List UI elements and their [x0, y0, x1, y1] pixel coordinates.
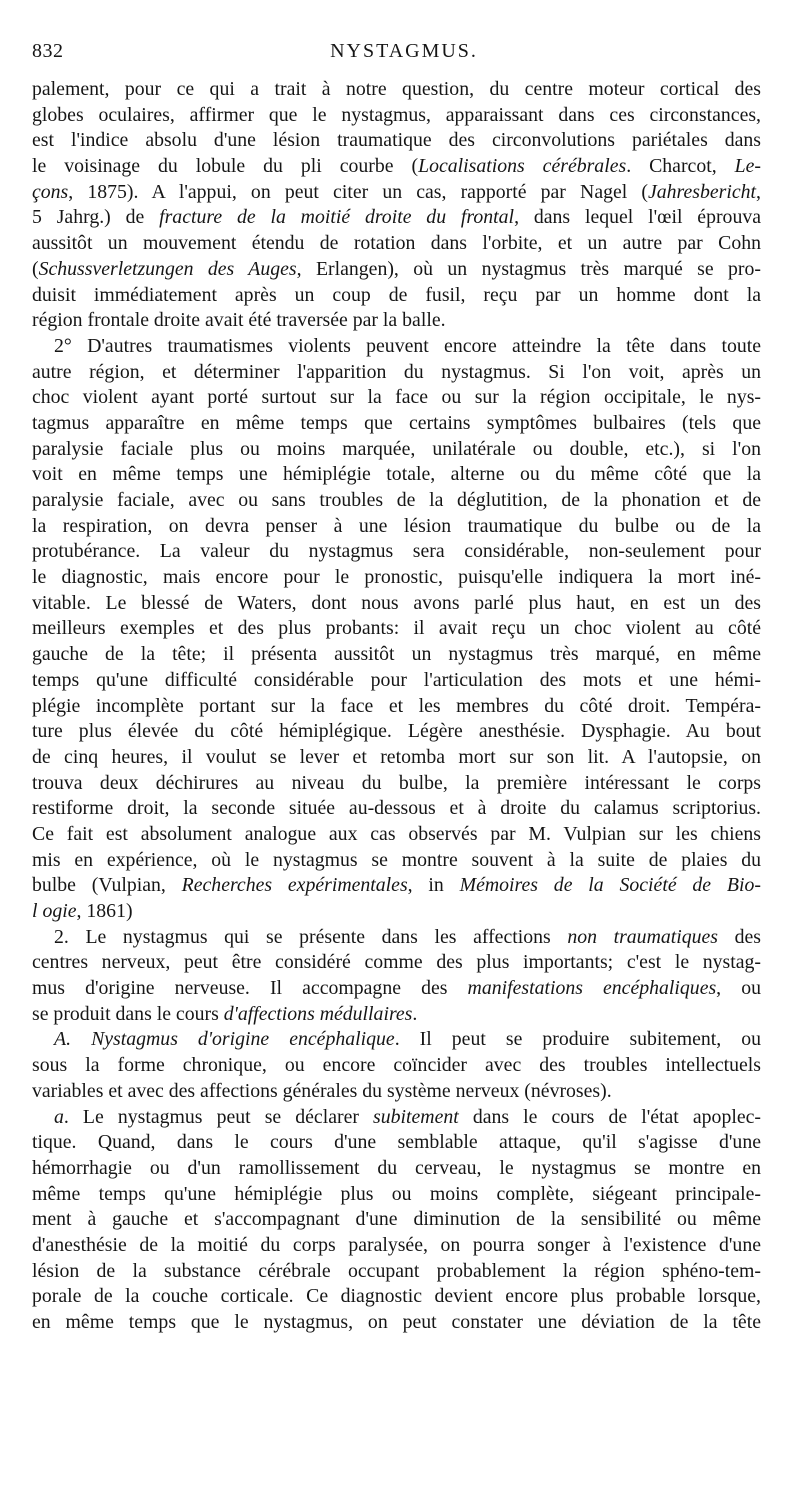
- text-run: le diagnostic, mais encore pour le pronostic, puisqu'elle indiquera la mort iné-: [32, 566, 761, 589]
- text-line: [32, 1002, 761, 1028]
- text-run: paralysie faciale, avec ou sans troubles de la déglutition, de la phonation et de: [32, 489, 761, 511]
- text-run: restiforme droit, la seconde située au-dessous et à droite du calamus scriptorius.: [32, 797, 761, 820]
- text-run: plégie incomplète portant sur la face et les membres du côté droit. Tempéra-: [32, 694, 761, 717]
- text-line: [32, 77, 761, 103]
- text-run: (: [32, 257, 39, 280]
- text-line: [32, 283, 761, 309]
- text-line: [32, 334, 761, 360]
- text-run: tique. Quand, dans le cours d'une semblable attaque, qu'il s'agisse d'une: [32, 1131, 761, 1154]
- italic-text: Localisations cérébrales: [418, 155, 627, 178]
- text-line: [32, 925, 761, 951]
- text-run: des: [718, 925, 761, 948]
- text-line: [32, 231, 761, 257]
- text-run: région frontale droite avait été traversée par la balle.: [32, 309, 446, 332]
- text-run: globes oculaires, affirmer que le nystagmus, apparaissant dans ces circonstances,: [32, 103, 761, 126]
- italic-text: fracture de la moitié droite du frontal: [159, 206, 515, 229]
- text-line: [32, 488, 761, 514]
- text-run: sous la forme chronique, ou encore coïncider avec des troubles intellectuels: [32, 1054, 761, 1077]
- text-run: autre région, et déterminer l'apparition du nystagmus. Si l'on voit, après un: [32, 360, 761, 383]
- text-run: aussitôt un mouvement étendu de rotation dans l'orbite, et un autre par Cohn: [32, 232, 761, 255]
- page-number: 832: [32, 40, 64, 62]
- italic-text: A. Nystagmus d'origine encéphalique: [54, 1028, 395, 1051]
- text-run: gauche de la tête; il présenta aussitôt un nystagmus très marqué, en même: [32, 643, 761, 666]
- text-run: , in: [407, 874, 460, 897]
- text-line: [32, 745, 761, 771]
- italic-text: Le-: [734, 155, 761, 178]
- italic-text: Jahresbericht: [648, 180, 757, 203]
- text-run: . Il peut se produire subitement, ou: [394, 1028, 761, 1051]
- text-line: [32, 205, 761, 231]
- text-run: ,: [756, 180, 761, 203]
- text-line: [32, 1310, 761, 1336]
- text-run: , dans lequel l'œil éprouva: [514, 206, 761, 229]
- text-run: porale de la couche corticale. Ce diagnostic devient encore plus probable lorsque,: [32, 1285, 761, 1308]
- italic-text: non traumatiques: [567, 925, 718, 948]
- text-line: [32, 308, 761, 334]
- text-run: hémorrhagie ou d'un ramollissement du cerveau, le nystagmus se montre en: [32, 1156, 761, 1179]
- text-line: [32, 848, 761, 874]
- italic-text: l ogie: [32, 900, 77, 922]
- running-title: NYSTAGMUS.: [330, 40, 478, 62]
- text-run: temps qu'une difficulté considérable pour l'articulation des mots et une hémi-: [32, 668, 761, 691]
- text-run: , 1875). A l'appui, on peut citer un cas, rapporté par Nagel (: [68, 180, 648, 203]
- text-run: paralysie faciale plus ou moins marquée, unilatérale ou double, etc.), si l'on: [32, 437, 761, 460]
- text-line: [32, 1284, 761, 1310]
- text-run: 5 Jahrg.) de: [32, 206, 160, 229]
- text-line: [32, 565, 761, 591]
- text-run: , Erlangen), où un nystagmus très marqué se pro-: [296, 257, 761, 280]
- text-run: ture plus élevée du côté hémiplégique. Légère anesthésie. Dysphagie. Au bout: [32, 720, 761, 743]
- text-run: bulbe (Vulpian,: [32, 874, 182, 897]
- text-run: .: [412, 1002, 418, 1025]
- text-line: [32, 1259, 761, 1285]
- text-line: [32, 822, 761, 848]
- text-line: [32, 154, 761, 180]
- text-line: [32, 719, 761, 745]
- italic-text: subitement: [373, 1105, 459, 1128]
- text-run: , 1861): [76, 900, 133, 922]
- text-run: protubérance. La valeur du nystagmus sera considérable, non-seulement pour: [32, 540, 761, 563]
- text-line: [32, 899, 761, 925]
- italic-text: çons: [32, 180, 69, 203]
- text-line: [32, 976, 761, 1002]
- italic-text: Schussverletzungen des Auges: [38, 257, 297, 280]
- text-run: de cinq heures, il voulut se lever et retomba mort sur son lit. A l'autopsie, on: [32, 745, 761, 768]
- text-run: même temps qu'une hémiplégie plus ou moins complète, siégeant principale-: [32, 1182, 761, 1205]
- text-run: mus d'origine nerveuse. Il accompagne des: [32, 977, 468, 1000]
- text-run: variables et avec des affections générales du système nerveux (névroses).: [32, 1079, 612, 1102]
- text-run: voit en même temps une hémiplégie totale, alterne ou du même côté que la: [32, 463, 761, 486]
- text-line: [32, 1182, 761, 1208]
- text-run: meilleurs exemples et des plus probants: il avait reçu un choc violent au côté: [32, 617, 761, 640]
- text-run: mis en expérience, où le nystagmus se montre souvent à la suite de plaies du: [32, 848, 761, 871]
- text-line: [32, 1027, 761, 1053]
- text-line: [32, 796, 761, 822]
- text-run: palement, pour ce qui a trait à notre question, du centre moteur cortical des: [32, 78, 761, 100]
- text-line: [32, 462, 761, 488]
- text-line: [32, 1053, 761, 1079]
- text-run: 2° D'autres traumatismes violents peuvent encore atteindre la tête dans toute: [54, 334, 761, 357]
- text-run: en même temps que le nystagmus, on peut constater une déviation de la tête: [32, 1311, 761, 1333]
- italic-text: d'affections médullaires: [223, 1002, 413, 1025]
- text-line: [32, 385, 761, 411]
- text-line: [32, 1233, 761, 1259]
- text-line: [32, 360, 761, 386]
- body-text: [32, 77, 761, 1336]
- text-run: ment à gauche et s'accompagnant d'une diminution de la sensibilité ou même: [32, 1208, 761, 1231]
- text-run: dans le cours de l'état apoplec-: [458, 1105, 761, 1128]
- text-run: d'anesthésie de la moitié du corps paralysée, on pourra songer à l'existence d'une: [32, 1233, 761, 1256]
- text-line: [32, 1079, 761, 1105]
- text-line: [32, 1130, 761, 1156]
- text-run: se produit dans le cours: [32, 1002, 224, 1025]
- text-line: [32, 873, 761, 899]
- text-run: Ce fait est absolument analogue aux cas observés par M. Vulpian sur les chiens: [32, 822, 761, 845]
- italic-text: a: [54, 1105, 64, 1128]
- text-run: , ou: [716, 977, 761, 1000]
- text-line: [32, 1156, 761, 1182]
- text-line: [32, 771, 761, 797]
- text-line: [32, 1105, 761, 1131]
- text-line: [32, 694, 761, 720]
- text-line: [32, 514, 761, 540]
- text-line: [32, 642, 761, 668]
- text-line: [32, 257, 761, 283]
- text-run: la respiration, on devra penser à une lésion traumatique du bulbe ou de la: [32, 514, 761, 537]
- italic-text: Mémoires de la Société de Bio-: [459, 874, 761, 897]
- running-header: [32, 40, 756, 66]
- text-line: [32, 616, 761, 642]
- text-line: [32, 180, 761, 206]
- text-run: . Le nystagmus peut se déclarer: [63, 1105, 374, 1128]
- text-line: [32, 591, 761, 617]
- text-line: [32, 411, 761, 437]
- text-run: vitable. Le blessé de Waters, dont nous avons parlé plus haut, en est un des: [32, 591, 761, 614]
- text-run: . Charcot,: [626, 155, 735, 178]
- italic-text: Recherches expérimentales: [181, 874, 408, 897]
- text-run: duisit immédiatement après un coup de fusil, reçu par un homme dont la: [32, 283, 761, 306]
- text-run: centres nerveux, peut être considéré comme des plus importants; c'est le nystag-: [32, 951, 761, 974]
- text-run: 2. Le nystagmus qui se présente dans les affections: [54, 925, 568, 948]
- text-line: [32, 128, 761, 154]
- text-line: [32, 103, 761, 129]
- text-run: choc violent ayant porté surtout sur la face ou sur la région occipitale, le nys-: [32, 386, 761, 409]
- text-run: lésion de la substance cérébrale occupant probablement la région sphéno-tem-: [32, 1259, 761, 1282]
- text-run: est l'indice absolu d'une lésion traumatique des circonvolutions pariétales dans: [32, 129, 761, 152]
- text-line: [32, 437, 761, 463]
- text-run: tagmus apparaître en même temps que certains symptômes bulbaires (tels que: [32, 411, 761, 434]
- text-line: [32, 668, 761, 694]
- text-line: [32, 950, 761, 976]
- text-line: [32, 1207, 761, 1233]
- text-line: [32, 539, 761, 565]
- italic-text: manifestations encéphaliques: [467, 977, 717, 1000]
- text-run: le voisinage du lobule du pli courbe (: [32, 155, 419, 178]
- text-run: trouva deux déchirures au niveau du bulbe, la première intéressant le corps: [32, 771, 761, 794]
